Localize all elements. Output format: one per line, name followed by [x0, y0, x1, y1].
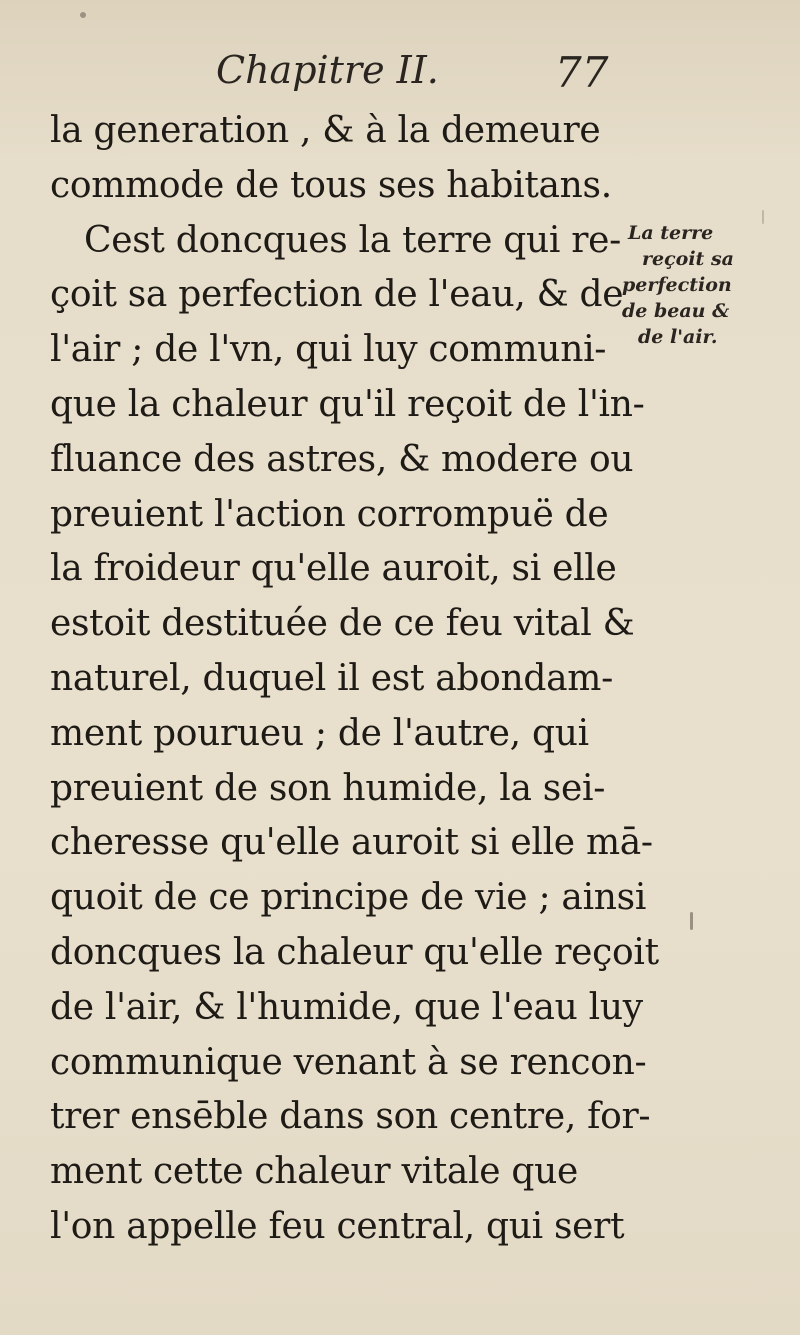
- text-line: naturel, duquel il est abondam-: [50, 657, 613, 699]
- text-line: de l'air, & l'humide, que l'eau luy: [50, 986, 643, 1028]
- text-line: quoit de ce principe de vie ; ainsi: [50, 877, 647, 919]
- chapter-title: Chapitre II.: [216, 48, 439, 92]
- text-line: que la chaleur qu'il reçoit de l'in-: [50, 383, 645, 425]
- text-line: estoit destituée de ce feu vital &: [50, 603, 635, 645]
- text-line: trer ensēble dans son centre, for-: [50, 1096, 651, 1138]
- paper-speck: [690, 912, 693, 930]
- text-line: l'on appelle feu central, qui sert: [50, 1205, 625, 1247]
- margin-note-line: de l'air.: [638, 326, 718, 348]
- text-line: ment cette chaleur vitale que: [50, 1151, 579, 1193]
- text-line: fluance des astres, & modere ou: [50, 438, 634, 480]
- text-line: la froideur qu'elle auroit, si elle: [50, 548, 617, 590]
- paper-speck: [762, 210, 764, 224]
- text-line: çoit sa perfection de l'eau, & de: [50, 274, 624, 316]
- text-line: l'air ; de l'vn, qui luy communi-: [50, 329, 607, 371]
- text-line: cheresse qu'elle auroit si elle mā-: [50, 822, 653, 864]
- text-line: commode de tous ses habitans.: [50, 164, 612, 206]
- margin-note-line: reçoit sa: [642, 248, 734, 270]
- margin-note-line: La terre: [628, 222, 714, 244]
- margin-note-line: perfection: [622, 274, 732, 296]
- text-line: ment pourueu ; de l'autre, qui: [50, 712, 589, 754]
- paper-speck: [80, 12, 86, 18]
- text-line: preuient l'action corrompuë de: [50, 493, 609, 535]
- text-line: la generation , & à la demeure: [50, 110, 601, 151]
- page-number: 77: [555, 48, 609, 97]
- text-line: doncques la chaleur qu'elle reçoit: [50, 931, 659, 973]
- text-line: Cest doncques la terre qui re-: [84, 219, 621, 261]
- body-text: [50, 104, 659, 1255]
- margin-note-line: de beau &: [622, 300, 730, 322]
- text-line: preuient de son humide, la sei-: [50, 767, 606, 809]
- margin-note: [622, 220, 792, 350]
- text-line: communique venant à se rencon-: [50, 1041, 647, 1083]
- running-header: [0, 48, 800, 104]
